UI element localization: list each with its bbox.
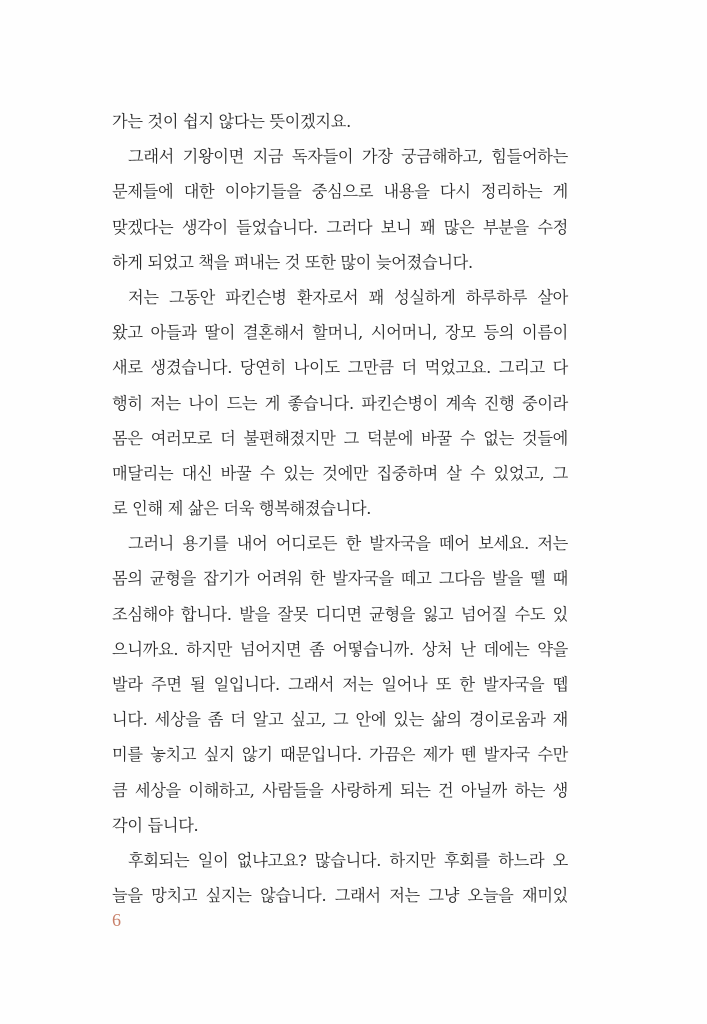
text-line: 하게 되었고 책을 펴내는 것 또한 많이 늦어졌습니다. <box>112 252 473 272</box>
text-line: 저는 그동안 파킨슨병 환자로서 꽤 성실하게 하루하루 살아 <box>128 287 568 307</box>
text-line: 문제들에 대한 이야기들을 중심으로 내용을 다시 정리하는 게 <box>112 182 568 202</box>
text-line: 미를 놓치고 싶지 않기 때문입니다. 가끔은 제가 뗀 발자국 수만 <box>112 745 568 765</box>
text-line: 그래서 기왕이면 지금 독자들이 가장 궁금해하고, 힘들어하는 <box>128 147 568 167</box>
body-text <box>112 104 568 913</box>
text-line: 몸의 균형을 잡기가 어려워 한 발자국을 떼고 그다음 발을 뗄 때 <box>112 569 568 589</box>
text-line: 니다. 세상을 좀 더 알고 싶고, 그 안에 있는 삶의 경이로움과 재 <box>112 710 568 730</box>
text-line: 몸은 여러모로 더 불편해졌지만 그 덕분에 바꿀 수 없는 것들에 <box>112 428 568 448</box>
text-line: 로 인해 제 삶은 더욱 행복해졌습니다. <box>112 499 372 519</box>
text-line: 늘을 망치고 싶지는 않습니다. 그래서 저는 그냥 오늘을 재미있 <box>112 886 568 906</box>
text-line: 맞겠다는 생각이 들었습니다. 그러다 보니 꽤 많은 부분을 수정 <box>112 217 568 237</box>
page-number: 6 <box>112 910 121 930</box>
text-line: 후회되는 일이 없냐고요? 많습니다. 하지만 후회를 하느라 오 <box>128 850 568 870</box>
text-line: 새로 생겼습니다. 당연히 나이도 그만큼 더 먹었고요. 그리고 다 <box>112 358 568 378</box>
text-line: 가는 것이 쉽지 않다는 뜻이겠지요. <box>112 112 351 131</box>
text-line: 그러니 용기를 내어 어디로든 한 발자국을 떼어 보세요. 저는 <box>128 534 568 554</box>
text-line: 조심해야 합니다. 발을 잘못 디디면 균형을 잃고 넘어질 수도 있 <box>112 604 568 624</box>
text-line: 각이 듭니다. <box>112 815 199 835</box>
text-line: 왔고 아들과 딸이 결혼해서 할머니, 시어머니, 장모 등의 이름이 <box>112 323 568 343</box>
text-line: 발라 주면 될 일입니다. 그래서 저는 일어나 또 한 발자국을 뗍 <box>112 675 568 694</box>
text-line: 큼 세상을 이해하고, 사람들을 사랑하게 되는 건 아닐까 하는 생 <box>112 780 568 800</box>
text-line: 으니까요. 하지만 넘어지면 좀 어떻습니까. 상처 난 데에는 약을 <box>112 639 568 659</box>
text-line: 행히 저는 나이 드는 게 좋습니다. 파킨슨병이 계속 진행 중이라 <box>112 393 568 413</box>
text-line: 매달리는 대신 바꿀 수 있는 것에만 집중하며 살 수 있었고, 그 <box>112 463 568 483</box>
